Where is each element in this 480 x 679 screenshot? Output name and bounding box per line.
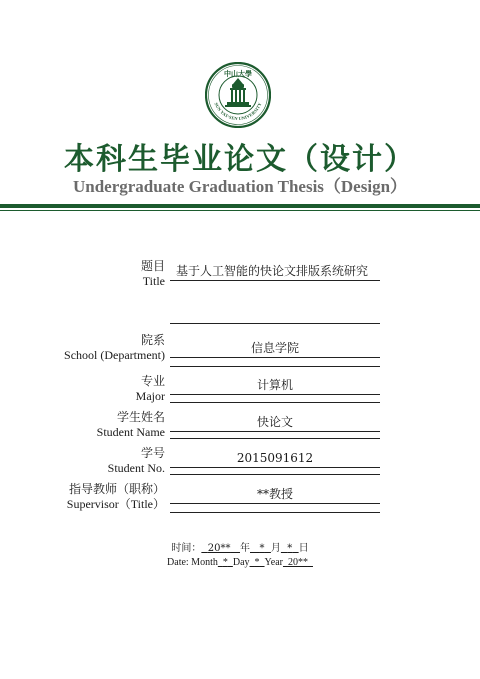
supervisor-label-cn: 指导教师（职称） (68, 482, 165, 496)
date-en-month[interactable]: * (222, 557, 228, 568)
date-line-cn (0, 542, 480, 555)
major-field[interactable]: 计算机 (170, 377, 380, 395)
date-en-day-label: Day (232, 557, 250, 568)
title-chinese: 本科生毕业论文（设计） (64, 142, 416, 177)
title-field[interactable]: 基于人工智能的快论文排版系统研究 (170, 263, 380, 281)
student-name-label-en: Student Name (96, 425, 165, 439)
major-label-cn: 专业 (140, 374, 165, 388)
date-cn-year[interactable]: 20** (207, 543, 231, 554)
header-divider-thin (0, 210, 480, 211)
date-cn-day[interactable]: * (287, 543, 293, 554)
date-cn-year-unit: 年 (240, 543, 250, 554)
major-underline (170, 402, 380, 403)
department-field[interactable]: 信息学院 (170, 340, 380, 358)
date-cn-day-unit: 日 (298, 543, 309, 554)
student-no-label (108, 446, 165, 476)
department-label (64, 333, 165, 363)
date-en-year-label: Year (264, 557, 283, 568)
header-divider-thick (0, 204, 480, 208)
title-label (141, 259, 165, 289)
title-label-cn: 题目 (140, 259, 165, 273)
major-label-en: Major (135, 389, 165, 403)
department-label-en: School (Department) (64, 348, 165, 362)
student-no-label-cn: 学号 (140, 446, 165, 460)
department-label-cn: 院系 (140, 333, 165, 347)
date-en-year[interactable]: 20** (287, 557, 308, 568)
student-no-underline (170, 474, 380, 475)
student-name-underline (170, 438, 380, 439)
date-line-en (0, 556, 480, 569)
supervisor-field[interactable]: **教授 (170, 486, 380, 504)
seal-ring-text: SUN YAT-SEN UNIVERSITY (213, 101, 263, 122)
date-cn-month[interactable]: * (259, 543, 265, 554)
student-no-field[interactable]: 2015091612 (170, 450, 380, 468)
supervisor-label (67, 482, 165, 512)
title-field-second-line[interactable] (170, 323, 380, 324)
date-cn-prefix: 时间： (171, 543, 202, 554)
major-label (136, 374, 165, 404)
supervisor-label-en: Supervisor（Title） (66, 497, 165, 511)
date-en-day[interactable]: * (254, 557, 260, 568)
student-name-label (97, 410, 165, 440)
student-no-label-en: Student No. (107, 461, 165, 475)
date-en-prefix: Date: Month (167, 557, 218, 568)
title-english: Undergraduate Graduation Thesis（Design） (72, 177, 408, 196)
seal-top-text: 中山大學 (224, 69, 252, 78)
title-label-en: Title (142, 274, 165, 288)
university-seal-logo (205, 62, 271, 128)
student-name-label-cn: 学生姓名 (116, 410, 165, 424)
department-underline (170, 366, 380, 367)
date-cn-month-unit: 月 (270, 543, 281, 554)
student-name-field[interactable]: 快论文 (170, 414, 380, 432)
supervisor-underline (170, 512, 380, 513)
